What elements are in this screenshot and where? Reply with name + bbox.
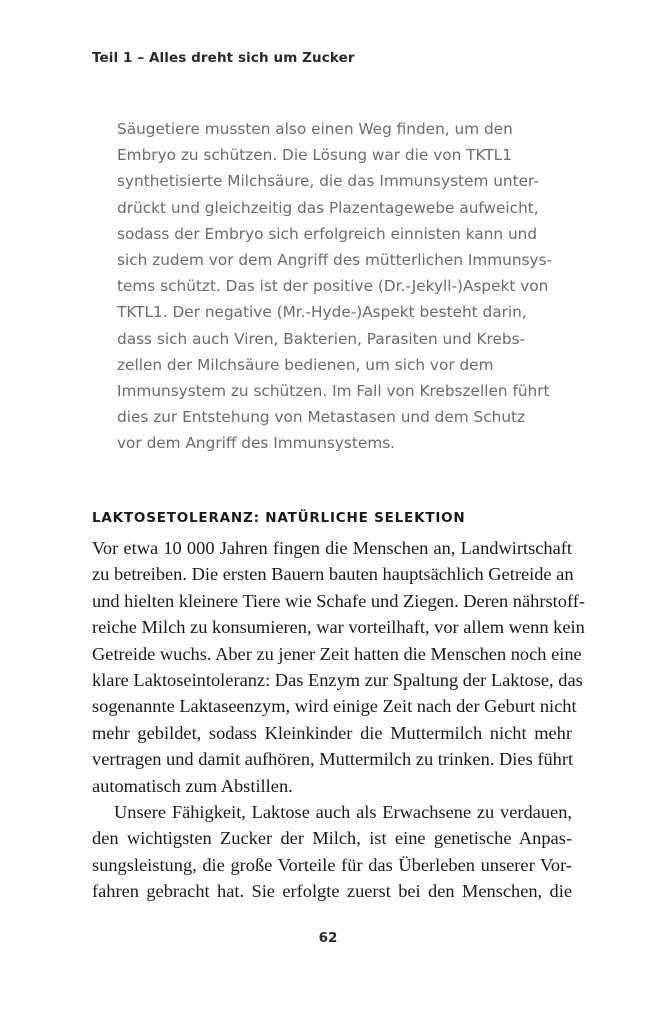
box-line: dass sich auch Viren, Bakterien, Parasiten und Krebs- [117, 329, 526, 348]
paragraph-1 [92, 535, 585, 799]
highlight-box [117, 116, 557, 457]
body-line: klare Laktoseintoleranz: Das Enzym zur Spaltung der Laktose, das [92, 670, 583, 691]
box-line: dies zur Entstehung von Metastasen und dem Schutz [117, 408, 526, 427]
body-line: und hielten kleinere Tiere wie Schafe und Ziegen. Deren nährstoff- [92, 590, 585, 611]
body-line: Getreide wuchs. Aber zu jener Zeit hatten die Menschen noch eine [92, 643, 582, 664]
body-line: zu betreiben. Die ersten Bauern bauten hauptsächlich Getreide an [92, 564, 574, 585]
body-line: reiche Milch zu konsumieren, war vorteilhaft, vor allem wenn kein [92, 617, 585, 638]
box-line: vor dem Angriff des Immunsystems. [117, 434, 396, 453]
body-line: sungsleistung, die große Vorteile für das Überleben unserer Vor- [92, 854, 572, 875]
box-line: tems schützt. Das ist der positive (Dr.-Jekyll-)Aspekt von [117, 277, 549, 296]
box-line: sodass der Embryo sich erfolgreich einnisten kann und [117, 224, 538, 243]
box-line: synthetisierte Milchsäure, die das Immunsystem unter- [117, 172, 539, 191]
body-line: Vor etwa 10 000 Jahren fingen die Menschen an, Landwirtschaft [92, 538, 572, 558]
box-line: zellen der Milchsäure bedienen, um sich vor dem [117, 355, 494, 374]
body-line: vertragen und damit aufhören, Muttermilch zu trinken. Dies führt [92, 749, 574, 770]
box-line: TKTL1. Der negative (Mr.-Hyde-)Aspekt besteht darin, [117, 303, 527, 322]
page-number: 62 [318, 930, 338, 946]
box-line: sich zudem vor dem Angriff des mütterlichen Immunsys- [117, 251, 553, 270]
body-text [92, 535, 585, 905]
body-line: sogenannte Laktaseenzym, wird einige Zeit nach der Geburt nicht [92, 696, 577, 717]
box-line: Immunsystem zu schützen. Im Fall von Krebszellen führt [117, 382, 550, 401]
body-line: den wichtigsten Zucker der Milch, ist eine genetische Anpas- [92, 828, 572, 849]
box-line: drückt und gleichzeitig das Plazentagewebe aufweicht, [117, 198, 539, 217]
box-line: Embryo zu schützen. Die Lösung war die von TKTL1 [117, 146, 512, 165]
body-line: Unsere Fähigkeit, Laktose auch als Erwachsene zu verdauen, [114, 802, 572, 823]
section-heading: LAKTOSETOLERANZ: NATÜRLICHE SELEKTION [92, 510, 466, 526]
body-line: fahren gebracht hat. Sie erfolgte zuerst bei den Menschen, die [92, 881, 572, 902]
running-head: Teil 1 – Alles dreht sich um Zucker [92, 50, 355, 66]
body-line: mehr gebildet, sodass Kleinkinder die Muttermilch nicht mehr [92, 722, 572, 743]
box-line: Säugetiere mussten also einen Weg finden, um den [117, 120, 513, 138]
paragraph-2 [92, 799, 572, 905]
body-line: automatisch zum Abstillen. [92, 775, 293, 796]
